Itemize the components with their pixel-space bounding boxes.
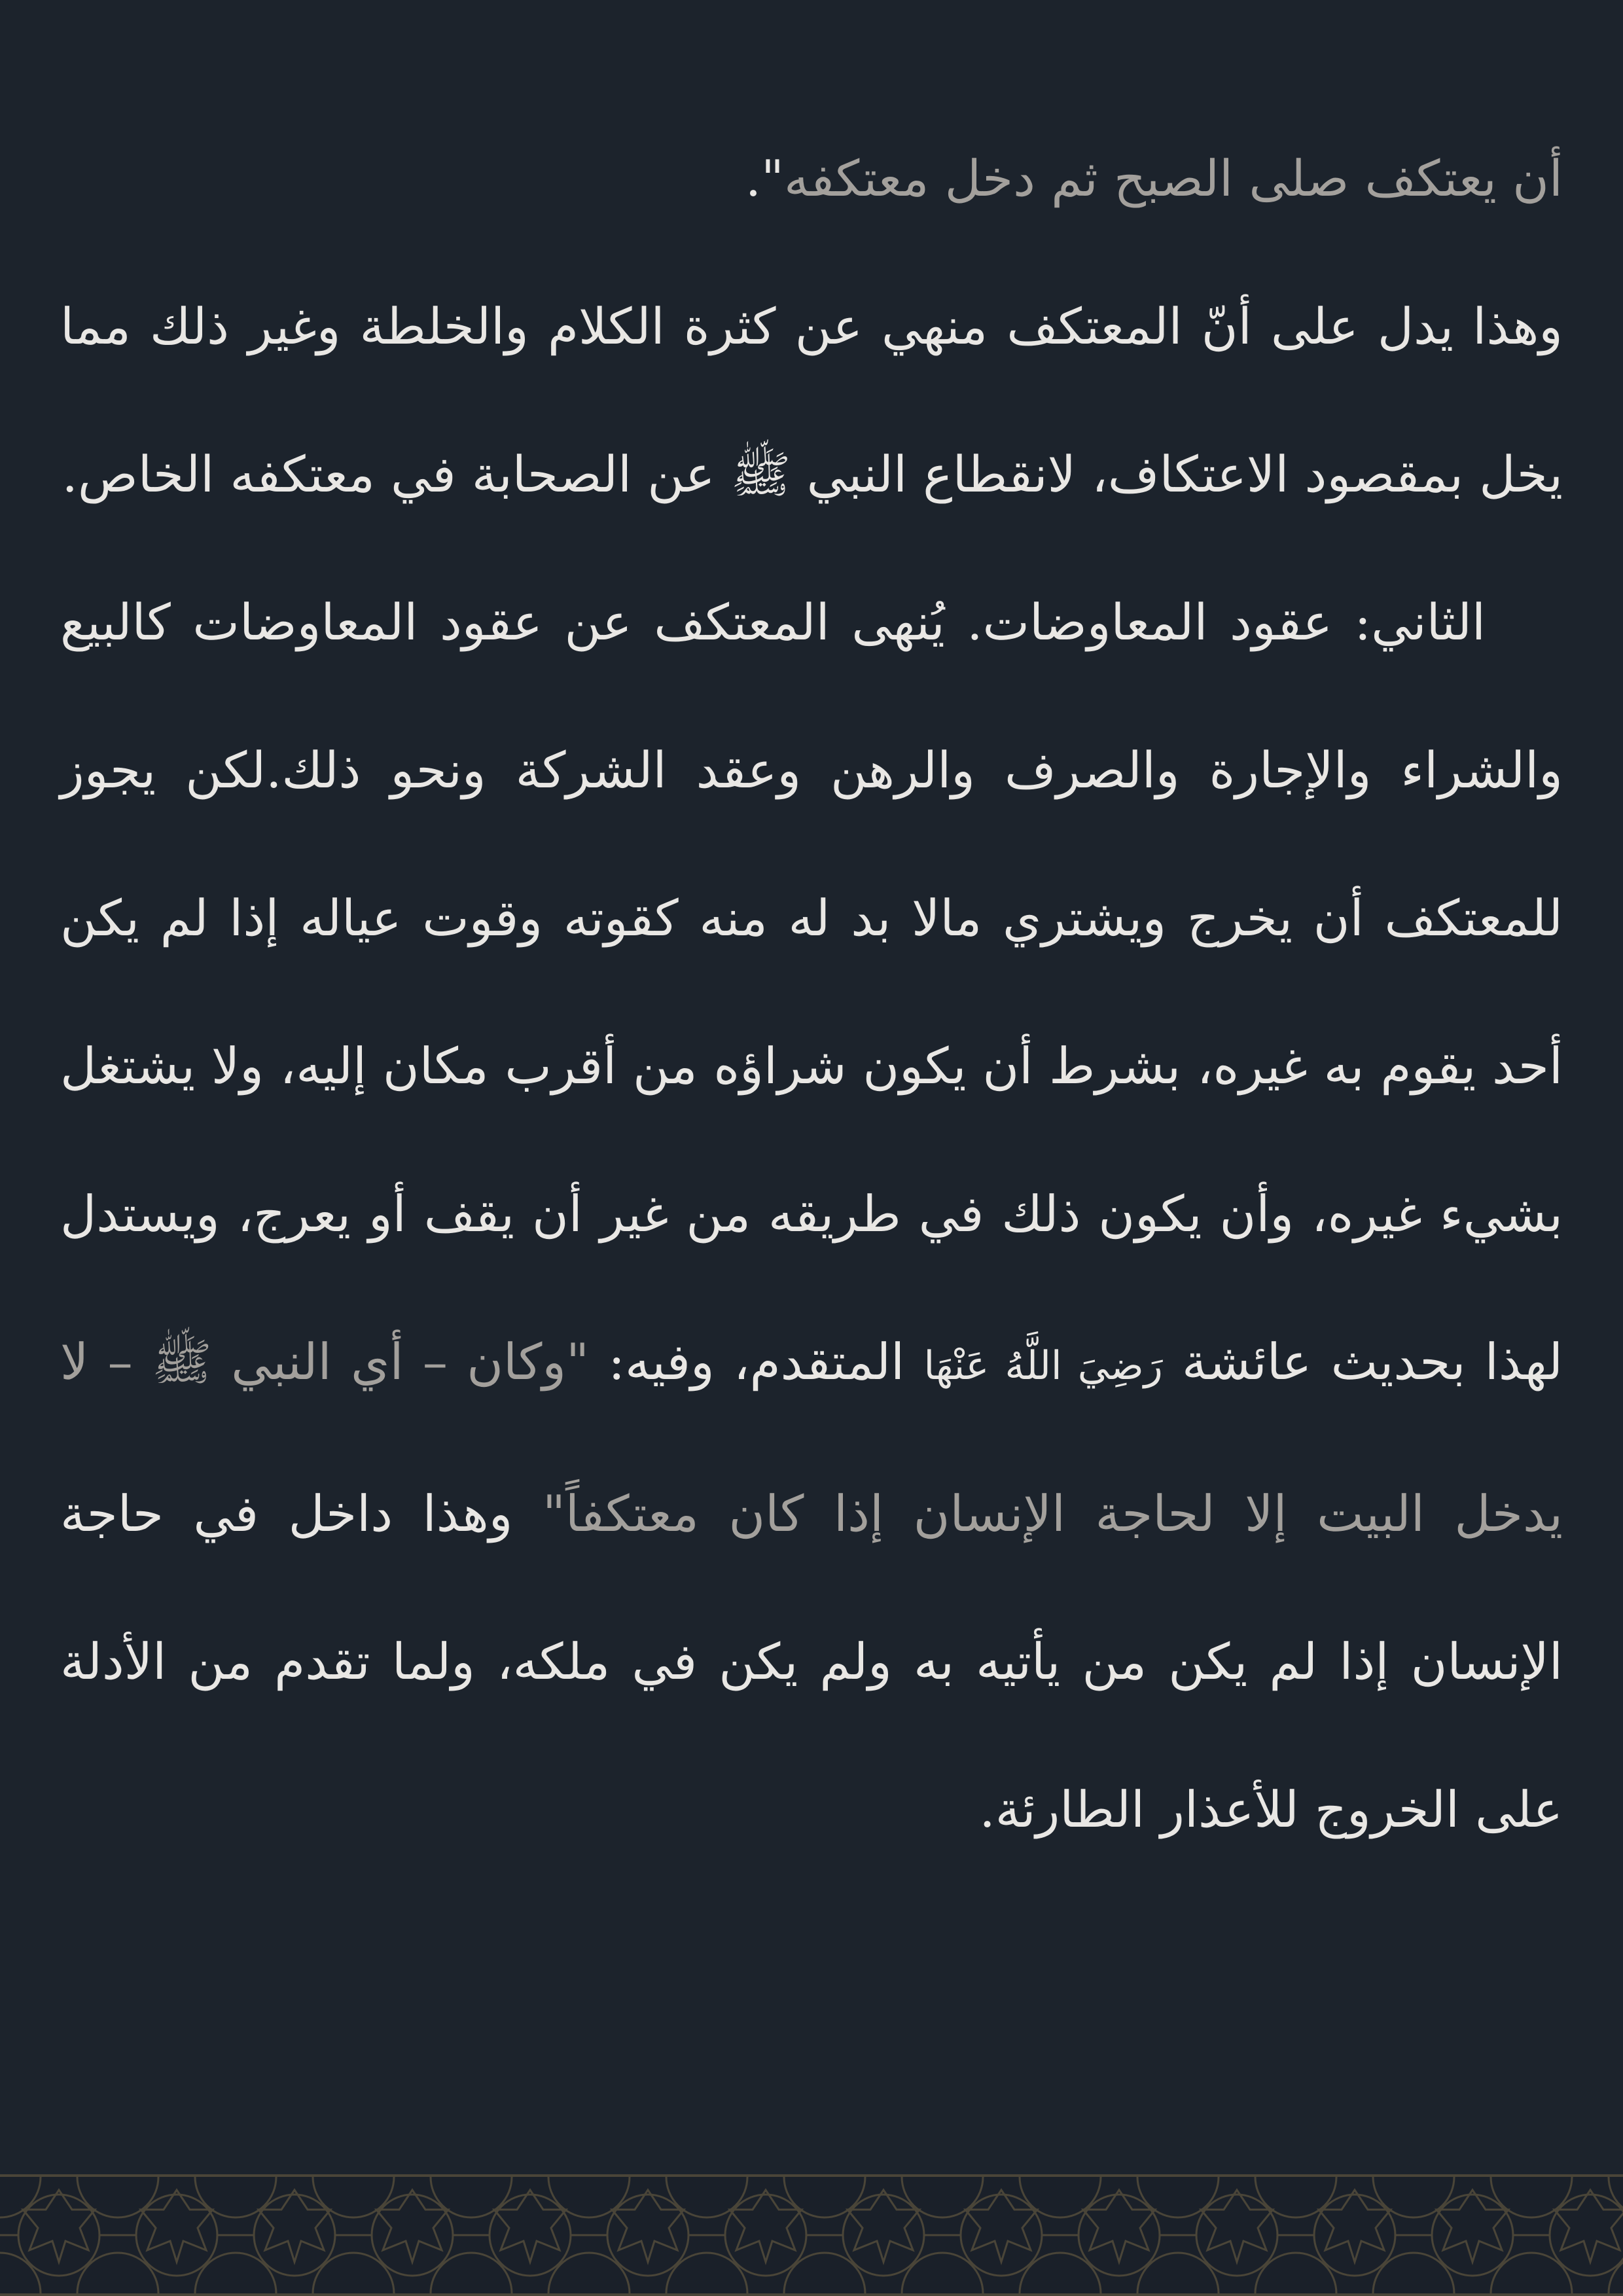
paragraph-1: وهذا يدل على أنّ المعتكف منهي عن كثرة الكلام والخلطة وغير ذلك مما يخل بمقصود الاعتكاف، لانقطاع النبي ﷺ عن الصحابة في معتكفه الخاص.: [60, 297, 1563, 503]
paragraph-2-text-b: المتقدم، وفيه:: [589, 1333, 924, 1391]
document-body: [60, 105, 1563, 1884]
paragraph-2-text-a: الثاني: عقود المعاوضات. يُنهى المعتكف عن عقود المعاوضات كالبيع والشراء والإجارة والصرف والرهن وعقد الشركة ونحو ذلك.لكن يجوز للمعتكف أن يخرج ويشتري مالا بد له منه كقوته وقوت عياله إذا لم يكن أحد يقوم به غيره، بشرط أن يكون شراؤه من أقرب مكان إليه، ولا يشتغل بشيء غيره، وأن يكون ذلك في طريقه من غير أن يقف أو يعرج، ويستدل لهذا بحديث عائشة: [60, 593, 1563, 1391]
islamic-geometric-pattern-icon: [0, 2177, 1623, 2293]
honorific: رَضِيَ اللَّهُ عَنْهَا: [923, 1343, 1163, 1389]
quote-text: أن يعتكف صلى الصبح ثم دخل معتكفه: [783, 149, 1563, 207]
ornamental-footer: [0, 2174, 1623, 2296]
paragraph-2-text-c: وهذا داخل في حاجة الإنسان إذا لم يكن من يأتيه به ولم يكن في ملكه، ولما تقدم من الأدلة على الخروج للأعذار الطارئة.: [60, 1484, 1563, 1839]
quote-end: ".: [745, 149, 784, 207]
continuation-line: [60, 105, 1563, 253]
hadith-quote: "وكان – أي النبي ﷺ – لا يدخل البيت إلا لحاجة الإنسان إذا كان معتكفاً": [60, 1333, 1563, 1543]
paragraph-2: [60, 548, 1563, 1884]
